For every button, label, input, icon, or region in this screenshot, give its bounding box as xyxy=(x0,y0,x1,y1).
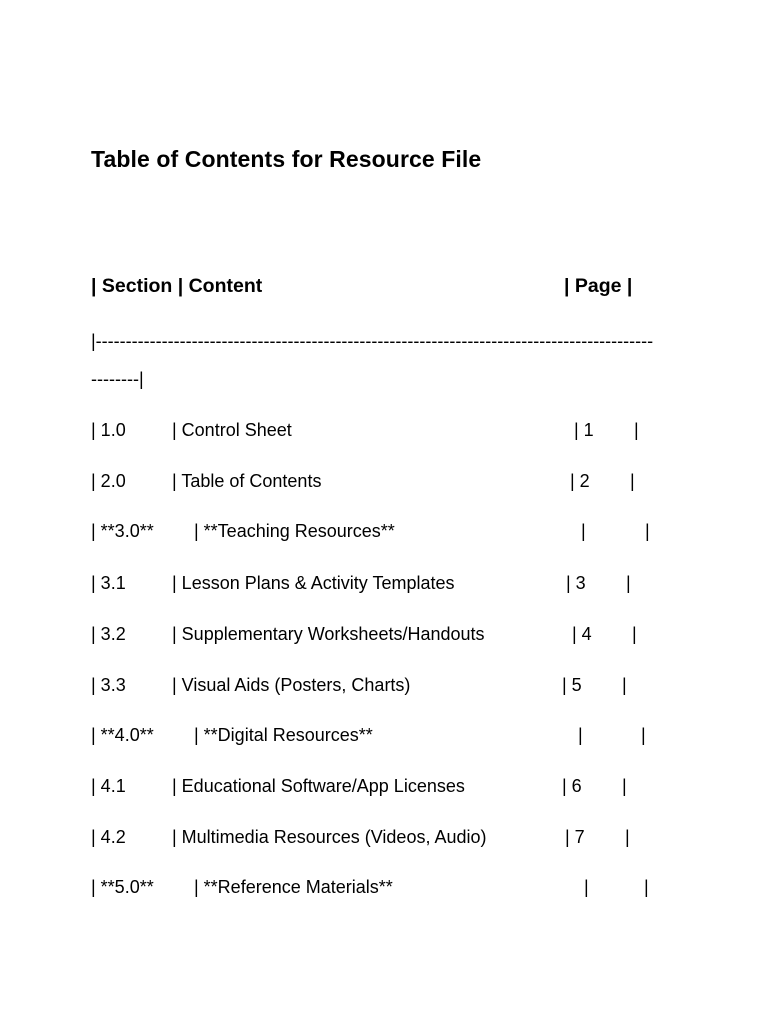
row-page: | 4 xyxy=(572,624,592,644)
row-section: | 3.2 xyxy=(91,624,126,644)
row-section: | **4.0** xyxy=(91,725,154,745)
table-row xyxy=(91,420,691,446)
row-section: | 2.0 xyxy=(91,471,126,491)
row-end: | xyxy=(644,877,649,897)
table-row xyxy=(91,573,691,599)
row-page: | 6 xyxy=(562,776,582,796)
row-content: | Visual Aids (Posters, Charts) xyxy=(172,675,411,695)
table-row xyxy=(91,827,691,853)
row-content: | Control Sheet xyxy=(172,420,292,440)
row-content: | **Teaching Resources** xyxy=(194,521,395,541)
row-end: | xyxy=(641,725,646,745)
row-section: | 1.0 xyxy=(91,420,126,440)
row-content: | Table of Contents xyxy=(172,471,322,491)
row-page: | xyxy=(578,725,583,745)
row-end: | xyxy=(632,624,637,644)
table-row xyxy=(91,521,691,547)
row-content: | Multimedia Resources (Videos, Audio) xyxy=(172,827,487,847)
row-end: | xyxy=(645,521,650,541)
table-row xyxy=(91,471,691,497)
row-section: | 4.2 xyxy=(91,827,126,847)
row-page: | 3 xyxy=(566,573,586,593)
row-content: | Lesson Plans & Activity Templates xyxy=(172,573,455,593)
row-page: | xyxy=(584,877,589,897)
table-row xyxy=(91,675,691,701)
table-header-row xyxy=(91,275,691,303)
row-page: | 5 xyxy=(562,675,582,695)
page-title: Table of Contents for Resource File xyxy=(91,146,482,172)
row-content: | Educational Software/App Licenses xyxy=(172,776,465,796)
row-end: | xyxy=(622,776,627,796)
row-content: | **Reference Materials** xyxy=(194,877,393,897)
row-section: | **5.0** xyxy=(91,877,154,897)
header-section-content: | Section | Content xyxy=(91,275,263,297)
table-row xyxy=(91,877,691,903)
row-content: | **Digital Resources** xyxy=(194,725,373,745)
table-row xyxy=(91,624,691,650)
row-end: | xyxy=(630,471,635,491)
row-end: | xyxy=(622,675,627,695)
row-end: | xyxy=(625,827,630,847)
header-page: | Page | xyxy=(564,275,633,297)
row-page: | 7 xyxy=(565,827,585,847)
row-section: | 3.1 xyxy=(91,573,126,593)
row-page: | 2 xyxy=(570,471,590,491)
row-page: | 1 xyxy=(574,420,594,440)
row-end: | xyxy=(626,573,631,593)
table-row xyxy=(91,725,691,751)
row-content: | Supplementary Worksheets/Handouts xyxy=(172,624,485,644)
row-end: | xyxy=(634,420,639,440)
row-page: | xyxy=(581,521,586,541)
row-section: | 3.3 xyxy=(91,675,126,695)
table-separator-line: |--------------------------------------------------------------------------------------------- xyxy=(91,331,654,351)
row-section: | 4.1 xyxy=(91,776,126,796)
table-separator-line-continued: --------| xyxy=(91,369,144,389)
row-section: | **3.0** xyxy=(91,521,154,541)
table-row xyxy=(91,776,691,802)
